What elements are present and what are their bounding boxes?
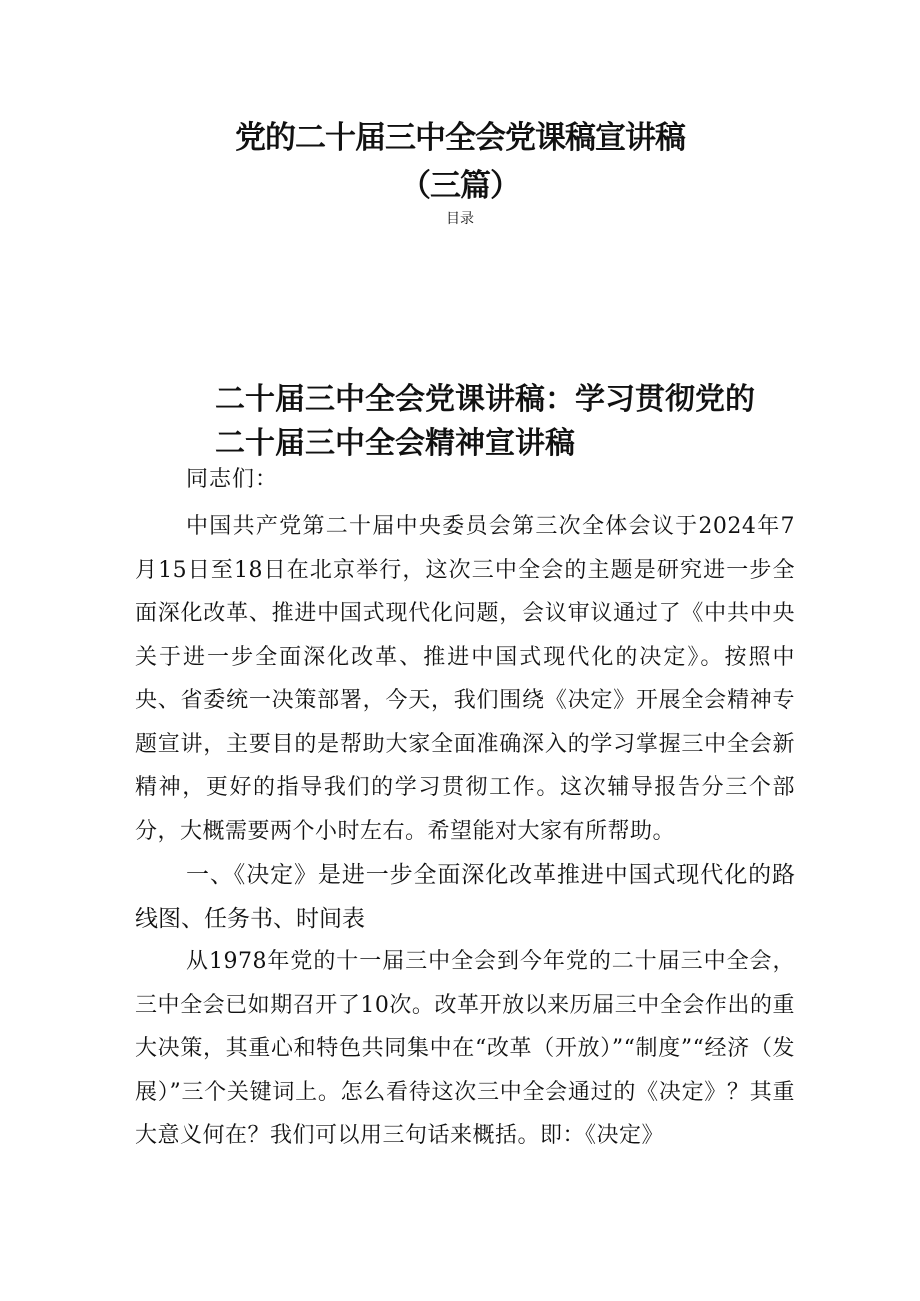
body-paragraph: 中国共产党第二十届中央委员会第三次全体会议于2024年7月15日至18日在北京举行，这次三中全会的主题是研究进一步全面深化改革、推进中国式现代化问题，会议审议通过了《中共中央关于进一步全面深化改革、推进中国式现代化的决定》。按照中央、省委统一决策部署，今天，我们围绕《决定》开展全会精神专题宣讲，主要目的是帮助大家全面准确深入的学习掌握三中全会新精神，更好的指导我们的学习贯彻工作。这次辅导报告分三个部分，大概需要两个小时左右。希望能对大家有所帮助。 [135, 514, 795, 844]
section-title-line1: 二十届三中全会党课讲稿：学习贯彻党的 [215, 382, 755, 417]
table-of-contents-label: 目录 [446, 211, 474, 227]
section-title-line2: 二十届三中全会精神宣讲稿 [215, 426, 575, 461]
body-paragraph: 从1978年党的十一届三中全会到今年党的二十届三中全会，三中全会已如期召开了10次。改革开放以来历届三中全会作出的重大决策，其重心和特色共同集中在“改革（开放）”“制度”“经济（发展）”三个关键词上。怎么看待这次三中全会通过的《决定》？其重大意义何在？我们可以用三句话来概括。即：《决定》 [135, 949, 795, 1148]
document-title-line1: 党的二十届三中全会党课稿宣讲稿 [235, 120, 685, 156]
document-title-line2: （三篇） [400, 168, 520, 204]
greeting: 同志们： [186, 467, 279, 492]
subheading: 一、《决定》是进一步全面深化改革推进中国式现代化的路线图、任务书、时间表 [135, 862, 795, 932]
